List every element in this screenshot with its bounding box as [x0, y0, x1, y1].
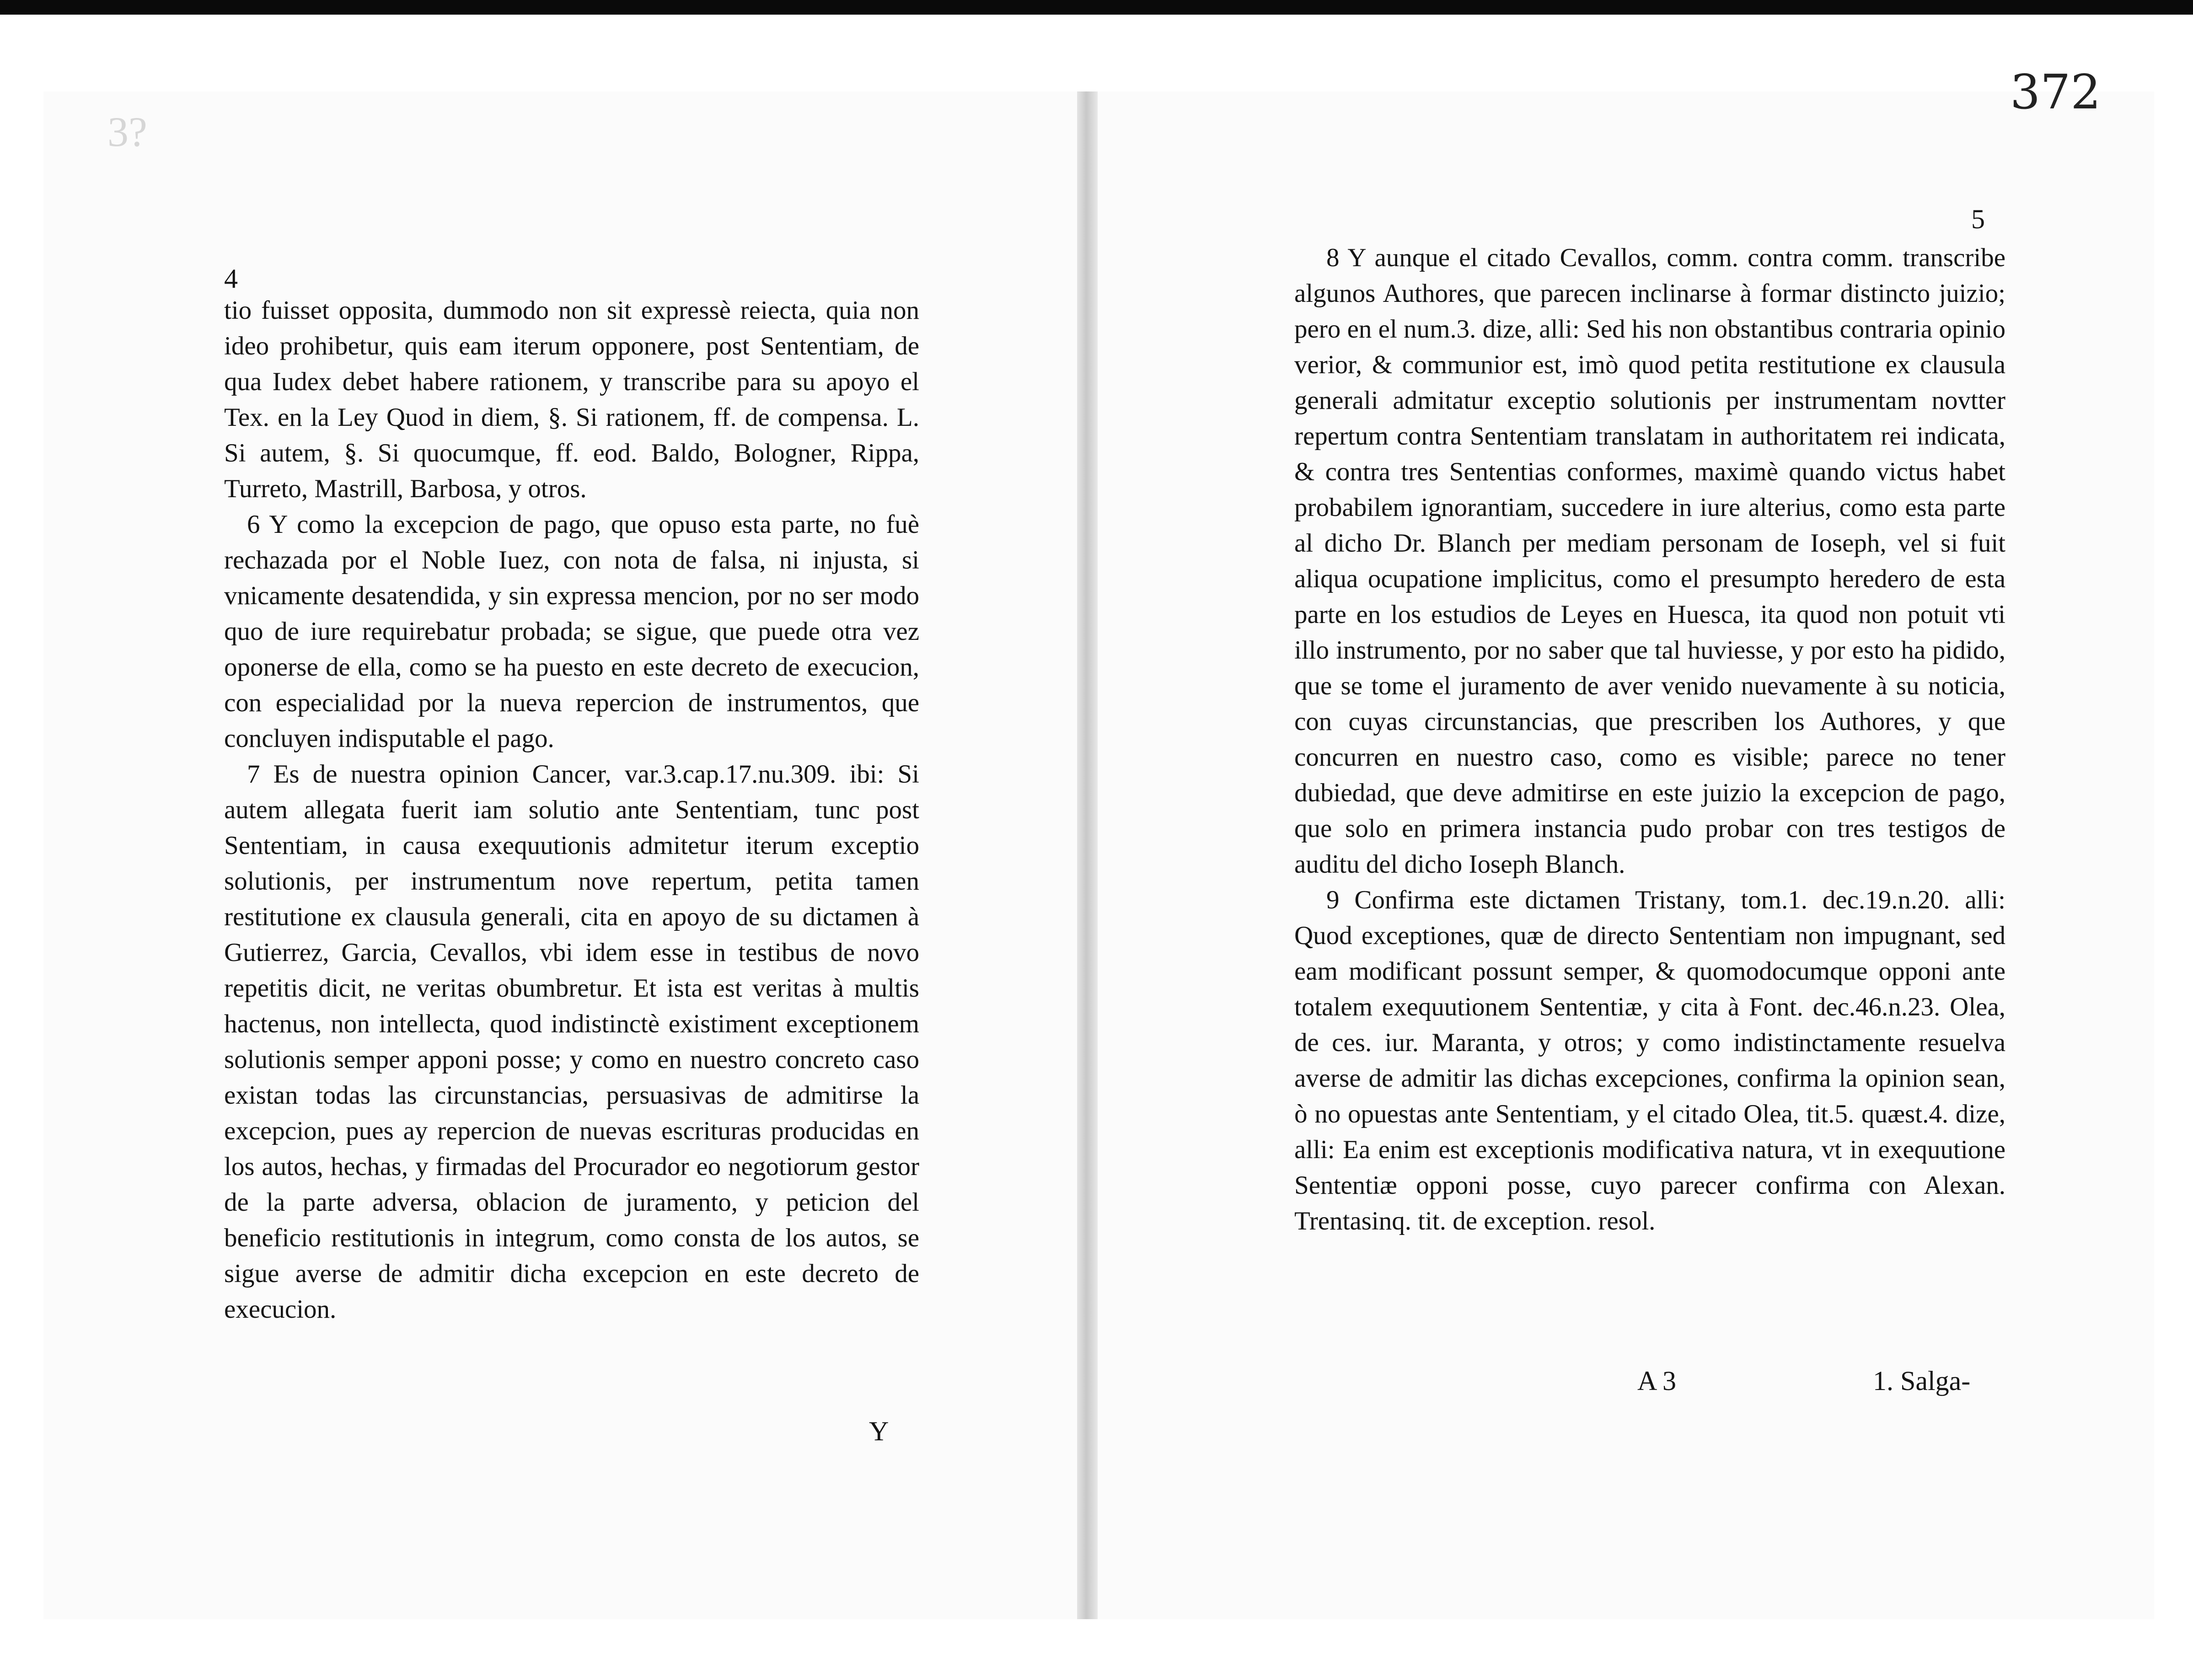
left-page-number: 4 — [224, 263, 238, 294]
paragraph-8: 8 Y aunque el citado Cevallos, comm. contra comm. transcribe algunos Authores, que parecen inclinarse à formar distincto juizio; pero en el num.3. dize, alli: Sed his non obstantibus contraria opinio verior, & communior est, imò quod petita restitutione ex clausula generali admitatur exceptio solutionis per instrumentam novtter repertum contra Sententiam translatam in authoritatem rei indicata, & contra tres Sententias conformes, maximè quando victus habet probabilem ignorantiam, succedere in iure alterius, como esta parte al dicho Dr. Blanch per mediam personam de Ioseph, vel si fuit aliqua ocupatione implicitus, como el presumpto heredero de esta parte en los estudios de Leyes en Huesca, ita quod non potuit vti illo instrumento, por no saber que tal huviesse, y por esto ha pidido, que se tome el juramento de aver venido nuevamente à su noticia, con cuyas circunstancias, que prescriben los Authores, y que concurren en nuestro caso, como es visible; parece no tener dubiedad, que deve admitirse en este juizio la excepcion de pago, que solo en primera instancia pudo probar con tres testigos de auditu del dicho Ioseph Blanch. — [1294, 243, 2005, 879]
signature-mark: A 3 — [1637, 1366, 1677, 1396]
faint-bleed-mark: 3? — [107, 108, 147, 155]
paragraph-6: 6 Y como la excepcion de pago, que opuso esta parte, no fuè rechazada por el Noble Iuez, con nota de falsa, ni injusta, si vnicamente desatendida, y sin expressa mencion, por no ser modo quo de iure requirebatur probada; se sigue, que puede otra vez oponerse de ella, como se ha puesto en este decreto de execucion, con especialidad por la nueva repercion de instrumentos, que concluyen indisputable el pago. — [224, 510, 919, 753]
left-catchword: Y — [869, 1416, 889, 1446]
paragraph-continuation: tio fuisset opposita, dummodo non sit expressè reiecta, quia non ideo prohibetur, quis eam iterum opponere, post Sententiam, de qua Iudex debet habere rationem, y transcribe para su apoyo el Tex. en la Ley Quod in diem, §. Si rationem, ff. de compensa. L. Si autem, §. Si quocumque, ff. eod. Baldo, Bologner, Rippa, Turreto, Mastrill, Barbosa, y otros. — [224, 296, 919, 503]
right-page-text — [1294, 240, 2005, 1239]
right-catchword: 1. Salga- — [1873, 1366, 1971, 1396]
paragraph-7: 7 Es de nuestra opinion Cancer, var.3.cap.17.nu.309. ibi: Si autem allegata fuerit iam solutio ante Sententiam, tunc post Sententiam, in causa exequutionis admitetur iterum exceptio solutionis, per instrumentum nove repertum, petita tamen restitutione ex clausula generali, cita en apoyo de su dictamen à Gutierrez, Garcia, Cevallos, vbi idem esse in testibus de novo repetitis dicit, ne veritas obumbretur. Et ista est veritas à multis hactenus, non intellecta, quod indistinctè existiment exceptionem solutionis semper apponi posse; y como en nuestro concreto caso existan todas las circunstancias, persuasivas de admitirse la excepcion, pues ay repercion de nuevas escrituras producidas en los autos, hechas, y firmadas del Procurador eo negotiorum gestor de la parte adversa, oblacion de juramento, y peticion del beneficio restitutionis in integrum, como consta de los autos, se sigue averse de admitir dicha excepcion en este decreto de execucion. — [224, 760, 919, 1324]
right-page-number: 5 — [1971, 204, 1985, 234]
paragraph-9: 9 Confirma este dictamen Tristany, tom.1. dec.19.n.20. alli: Quod exceptiones, quæ de directo Sententiam non impugnant, sed eam modificant possunt semper, & quomodocumque opponi ante totalem exequutionem Sententiæ, y cita à Font. dec.46.n.23. Olea, de ces. iur. Maranta, y otros; y como indistinctamente resuelva averse de admitir las dichas excepciones, confirma la opinion sean, ò no opuestas ante Sententiam, y el citado Olea, tit.5. quæst.4. dize, alli: Ea enim est exceptionis modificativa natura, vt in exequutione Sententiæ opponi posse, cuyo parecer confirma con Alexan. Trentasinq. tit. de exception. resol. — [1294, 886, 2005, 1235]
archive-folio-number: 372 — [2010, 64, 2101, 120]
left-page-text — [224, 293, 919, 1327]
scan-top-edge — [0, 0, 2193, 15]
book-gutter — [1077, 91, 1098, 1619]
